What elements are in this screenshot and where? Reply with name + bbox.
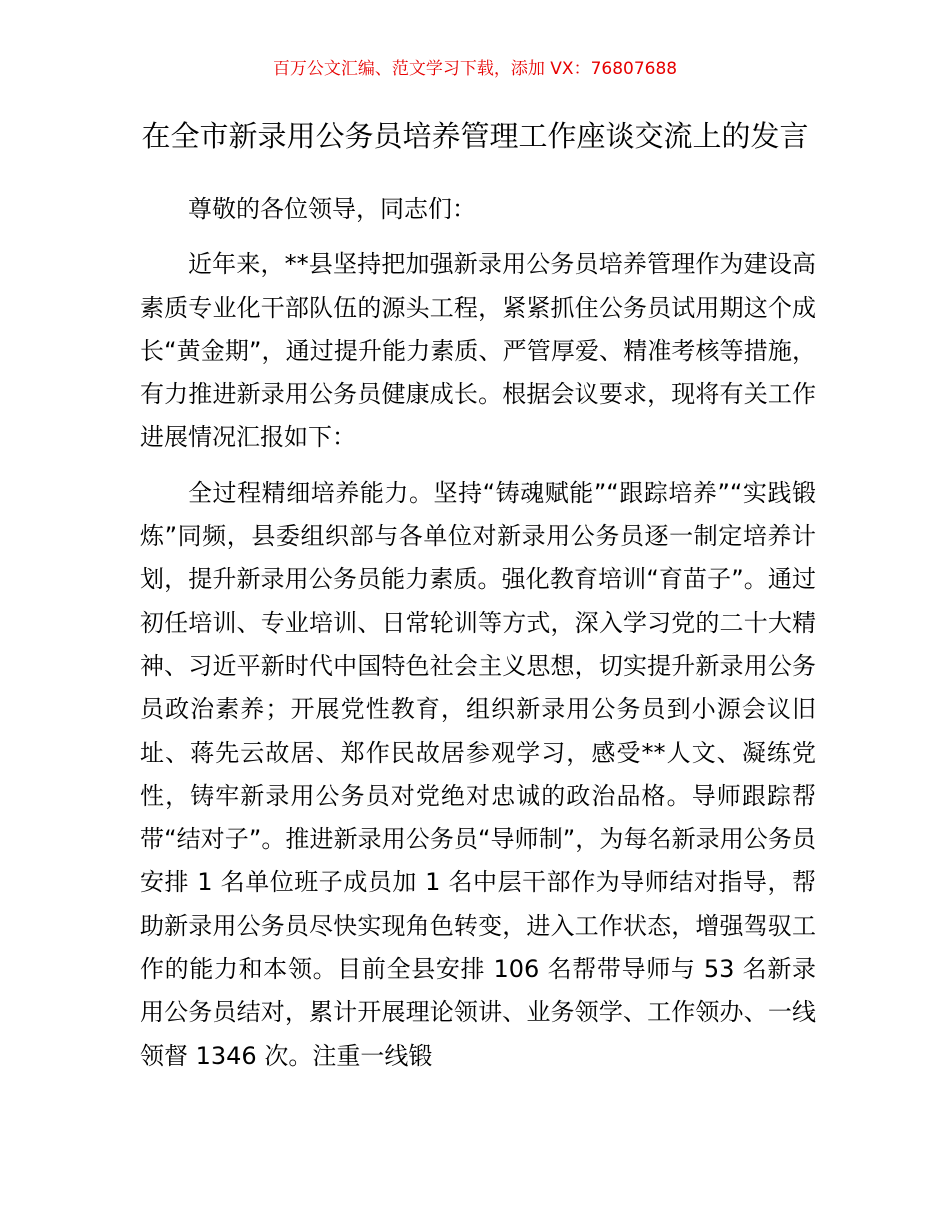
promo-banner: 百万公文汇编、范文学习下载，添加 VX：76807688 [272,59,678,79]
salutation: 尊敬的各位领导，同志们： [188,195,476,223]
paragraph-training: 全过程精细培养能力。坚持“铸魂赋能”“跟踪培养”“实践锻炼”同频，县委组织部与各单位对新录用公务员逐一制定培养计划，提升新录用公务员能力素质。强化教育培训“育苗子”。通过初任培训、专业培训、日常轮训等方式，深入学习党的二十大精神、习近平新时代中国特色社会主义思想，切实提升新录用公务员政治素养；开展党性教育，组织新录用公务员到小源会议旧址、蒋先云故居、郑作民故居参观学习，感受**人文、凝练党性，铸牢新录用公务员对党绝对忠诚的政治品格。导师跟踪帮带“结对子”。推进新录用公务员“导师制”，为每名新录用公务员安排 1 名单位班子成员加 1 名中层干部作为导师结对指导，帮助新录用公务员尽快实现角色转变，进入工作状态，增强驾驭工作的能力和本领。目前全县安排 106 名帮带导师与 53 名新录用公务员结对，累计开展理论领讲、业务领学、工作领办、一线领督 1346 次。注重一线锻 [140,478,816,1070]
document-title: 在全市新录用公务员培养管理工作座谈交流上的发言 [141,119,809,153]
paragraph-intro: 近年来，**县坚持把加强新录用公务员培养管理作为建设高素质专业化干部队伍的源头工程，紧紧抓住公务员试用期这个成长“黄金期”，通过提升能力素质、严管厚爱、精准考核等措施，有力推进新录用公务员健康成长。根据会议要求，现将有关工作进展情况汇报如下： [140,250,816,452]
document-body [140,188,816,1078]
